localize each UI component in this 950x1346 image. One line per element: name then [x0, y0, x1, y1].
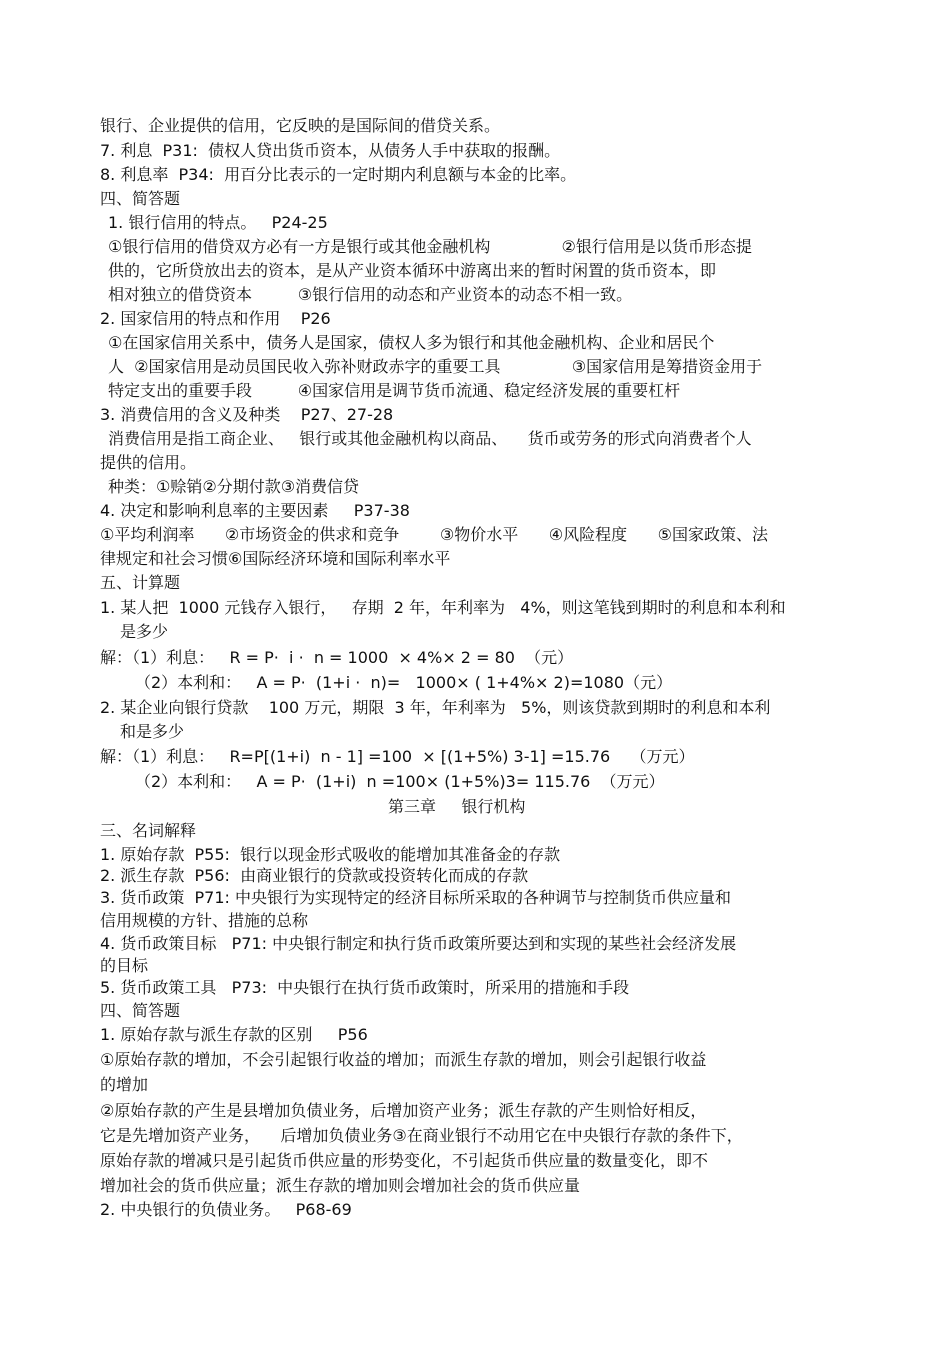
text-line: 原始存款的增减只是引起货币供应量的形势变化，不引起货币供应量的数量变化，即不	[100, 1151, 709, 1170]
text-line: 律规定和社会习惯⑥国际经济环境和国际利率水平	[100, 549, 451, 568]
section-heading: 四、简答题	[100, 189, 181, 208]
calc-solution: 解：（1）利息： R=P[(1+i) n - 1] =100 × [(1+5%) 3-1] =15.76 （万元）	[100, 747, 695, 766]
question-heading: 1. 原始存款与派生存款的区别 P56	[100, 1025, 368, 1044]
section-heading: 五、计算题	[100, 573, 181, 592]
question-heading: 4. 决定和影响利息率的主要因素 P37-38	[100, 501, 410, 520]
question-heading: 3. 消费信用的含义及种类 P27、27-28	[100, 405, 394, 424]
question-heading: 1. 银行信用的特点。 P24-25	[108, 213, 328, 232]
question-heading: 2. 中央银行的负债业务。 P68-69	[100, 1200, 352, 1219]
text-line: 相对独立的借贷资本 ③银行信用的动态和产业资本的动态不相一致。	[108, 285, 633, 304]
term-line: 信用规模的方针、措施的总称	[100, 911, 309, 930]
text-line: ②原始存款的产生是县增加负债业务，后增加资产业务；派生存款的产生则恰好相反，	[100, 1101, 707, 1120]
section-heading: 三、名词解释	[100, 821, 197, 840]
text-line: ①原始存款的增加，不会引起银行收益的增加；而派生存款的增加，则会引起银行收益	[100, 1050, 707, 1069]
calc-question: 和是多少	[120, 722, 185, 741]
text-line: 提供的信用。	[100, 453, 197, 472]
term-interest-rate: 8. 利息率 P34: 用百分比表示的一定时期内利息额与本金的比率。	[100, 165, 577, 184]
text-line: ①在国家信用关系中，债务人是国家，债权人多为银行和其他金融机构、企业和居民个	[108, 333, 715, 352]
term-line: 3. 货币政策 P71: 中央银行为实现特定的经济目标所采取的各种调节与控制货币供应量和	[100, 888, 732, 907]
section-heading: 四、简答题	[100, 1001, 181, 1020]
text-line: 它是先增加资产业务， 后增加负债业务③在商业银行不动用它在中央银行存款的条件下，	[100, 1126, 743, 1145]
term-interest: 7. 利息 P31: 债权人贷出货币资本，从债务人手中获取的报酬。	[100, 141, 561, 160]
calc-question: 是多少	[120, 622, 169, 641]
text-line: 银行、企业提供的信用，它反映的是国际间的借贷关系。	[100, 116, 501, 135]
text-line: ①银行信用的借贷双方必有一方是银行或其他金融机构 ②银行信用是以货币形态提	[108, 237, 752, 256]
text-line: 消费信用是指工商企业、 银行或其他金融机构以商品、 货币或劳务的形式向消费者个人	[108, 429, 752, 448]
calc-question: 2. 某企业向银行贷款 100 万元，期限 3 年，年利率为 5%，则该贷款到期时的利息和本利	[100, 698, 771, 717]
chapter-title: 第三章 银行机构	[388, 797, 526, 816]
text-line: ①平均利润率 ②市场资金的供求和竞争 ③物价水平 ④风险程度 ⑤国家政策、法	[100, 525, 768, 544]
calc-solution: （2）本利和： A = P· (1+i · n)= 1000× ( 1+4%× 2)=1080（元）	[135, 673, 673, 692]
text-line: 种类：①赊销②分期付款③消费信贷	[108, 477, 360, 496]
term-line: 的目标	[100, 956, 149, 975]
text-line: 增加社会的货币供应量；派生存款的增加则会增加社会的货币供应量	[100, 1176, 581, 1195]
question-heading: 2. 国家信用的特点和作用 P26	[100, 309, 331, 328]
text-line: 的增加	[100, 1075, 149, 1094]
text-line: 供的，它所贷放出去的资本，是从产业资本循环中游离出来的暂时闲置的货币资本，即	[108, 261, 717, 280]
text-line: 特定支出的重要手段 ④国家信用是调节货币流通、稳定经济发展的重要杠杆	[108, 381, 681, 400]
text-line: 人 ②国家信用是动员国民收入弥补财政赤字的重要工具 ③国家信用是筹措资金用于	[108, 357, 763, 376]
calc-solution: （2）本利和： A = P· (1+i) n =100× (1+5%)3= 115.76 （万元）	[135, 772, 665, 791]
term-line: 2. 派生存款 P56: 由商业银行的贷款或投资转化而成的存款	[100, 866, 529, 885]
calc-question: 1. 某人把 1000 元钱存入银行， 存期 2 年，年利率为 4%，则这笔钱到期时的利息和本利和	[100, 598, 786, 617]
term-line: 1. 原始存款 P55: 银行以现金形式吸收的能增加其准备金的存款	[100, 845, 561, 864]
term-line: 5. 货币政策工具 P73: 中央银行在执行货币政策时，所采用的措施和手段	[100, 978, 630, 997]
calc-solution: 解：（1）利息： R = P· i · n = 1000 × 4%× 2 = 80 （元）	[100, 648, 574, 667]
term-line: 4. 货币政策目标 P71: 中央银行制定和执行货币政策所要达到和实现的某些社会经济发展	[100, 934, 737, 953]
